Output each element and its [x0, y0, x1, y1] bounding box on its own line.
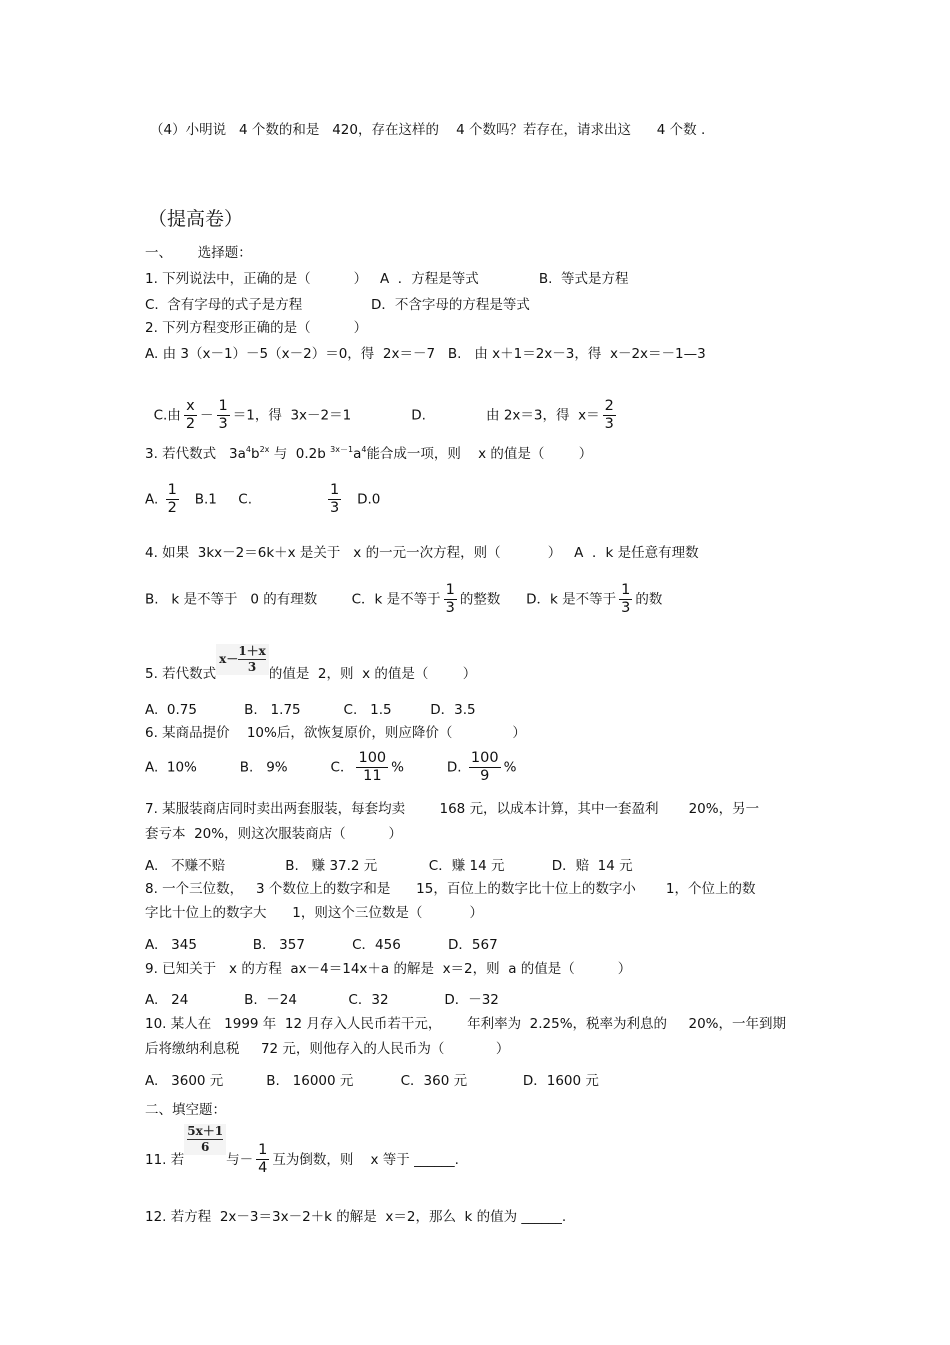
fraction: $\frac{1}{3}$	[445, 582, 455, 616]
question-8-line-2: 字比十位上的数字大 1，则这个三位数是（ ）	[145, 905, 484, 921]
question-7-options: A. 不赚不赔 B. 赚 37.2 元 C．赚 14 元 D．赔 14 元	[145, 858, 633, 874]
question-6-stem: 6. 某商品提价 10%后，欲恢复原价，则应降价（ ）	[145, 725, 526, 741]
question-8-line-1: 8. 一个三位数， 3 个数位上的数字和是 15，百位上的数字比十位上的数字小 1，个位上的数	[145, 881, 756, 897]
section-heading-fill-in: 二、填空题：	[145, 1102, 226, 1118]
fraction: $\frac{x}{2}$	[185, 398, 196, 432]
question-9-options: A. 24 B. －24 C．32 D．－32	[145, 992, 499, 1008]
question-11: 11. 若 $\frac{5x+1}{6}$ 与－ $\frac{1}{4}$ 互为倒数，则 x 等于 ______.	[145, 1124, 459, 1176]
question-8-options: A. 345 B. 357 C．456 D．567	[145, 937, 498, 953]
fraction: $\frac{100}{11}$	[358, 750, 387, 784]
question-12: 12. 若方程 2x－3＝3x－2＋k 的解是 x＝2，那么 k 的值为 ______.	[145, 1209, 567, 1225]
expression-image: $\frac{5x+1}{6}$	[184, 1124, 226, 1155]
question-2-options-cd: C.由 $\frac{x}{2}$ － $\frac{1}{3}$ ＝1，得 3x－2＝1 D. 由 2x＝3，得 x＝ $\frac{2}{3}$	[153, 398, 614, 432]
fraction: $\frac{1}{3}$	[329, 482, 340, 516]
question-4-options: B. k 是不等于 0 的有理数 C．k 是不等于 $\frac{1}{3}$ 的整数 D．k 是不等于 $\frac{1}{3}$ 的数	[145, 582, 663, 616]
question-3-stem: 3. 若代数式 $3a^4b^{2x}$ 与 0.2b $^{3x-1}a^4$能合成一项，则 x 的值是（ ）	[145, 445, 593, 462]
fraction: $\frac{1}{3}$	[218, 398, 228, 432]
question-10-line-1: 10. 某人在 1999 年 12 月存入人民币若干元， 年利率为 2.25%，税率为利息的 20%，一年到期	[145, 1016, 787, 1032]
paper-title: （提高卷）	[148, 208, 244, 230]
question-3-options: A. $\frac{1}{2}$ B.1 C. $\frac{1}{3}$ D.0	[145, 482, 381, 516]
option-c-label: C.由	[153, 407, 181, 424]
question-4-stem: 4. 如果 3kx－2＝6k＋x 是关于 x 的一元一次方程，则（ ） A ．k 是任意有理数	[145, 545, 699, 561]
question-5-stem: 5. 若代数式 x－ 1＋x 3 的值是 2，则 x 的值是（ ）	[145, 644, 477, 682]
fraction: $\frac{2}{3}$	[604, 398, 614, 432]
question-10-line-2: 后将缴纳利息税 72 元，则他存入的人民币为（ ）	[145, 1041, 510, 1057]
fraction: $\frac{1}{4}$	[258, 1142, 268, 1176]
question-1-line-1: 1. 下列说法中，正确的是（ ） A ．方程是等式 B. 等式是方程	[145, 271, 629, 287]
fraction: $\frac{100}{9}$	[470, 750, 499, 784]
question-7-line-1: 7. 某服装商店同时卖出两套服装，每套均卖 168 元，以成本计算，其中一套盈利 20%，另一	[145, 801, 760, 817]
question-9-stem: 9. 已知关于 x 的方程 ax－4＝14x＋a 的解是 x＝2，则 a 的值是（ ）	[145, 961, 632, 977]
question-7-line-2: 套亏本 20%，则这次服装商店（ ）	[145, 826, 403, 842]
question-6-options: A. 10% B. 9% C． $\frac{100}{11}$ % D. $\frac{100}{9}$ %	[145, 750, 517, 784]
section-heading-choice: 一、 选择题：	[145, 245, 252, 261]
question-2-options-ab: A. 由 3（x－1）－5（x－2）＝0，得 2x＝－7 B. 由 x＋1＝2x－3，得 x－2x＝－1—3	[145, 346, 706, 362]
question-1-line-2: C. 含有字母的式子是方程 D．不含字母的方程是等式	[145, 297, 530, 313]
fraction: $\frac{1}{3}$	[621, 582, 631, 616]
question-10-options: A. 3600 元 B. 16000 元 C．360 元 D．1600 元	[145, 1073, 599, 1089]
fraction: $\frac{1}{2}$	[167, 482, 177, 516]
expression-image: x－ 1＋x 3	[216, 644, 269, 675]
question-5-options: A. 0.75 B. 1.75 C. 1.5 D．3.5	[145, 702, 476, 718]
intro-question-4: （4）小明说 4 个数的和是 420，存在这样的 4 个数吗？若存在，请求出这 4 个数 .	[150, 122, 706, 138]
question-2-stem: 2. 下列方程变形正确的是（ ）	[145, 320, 368, 336]
